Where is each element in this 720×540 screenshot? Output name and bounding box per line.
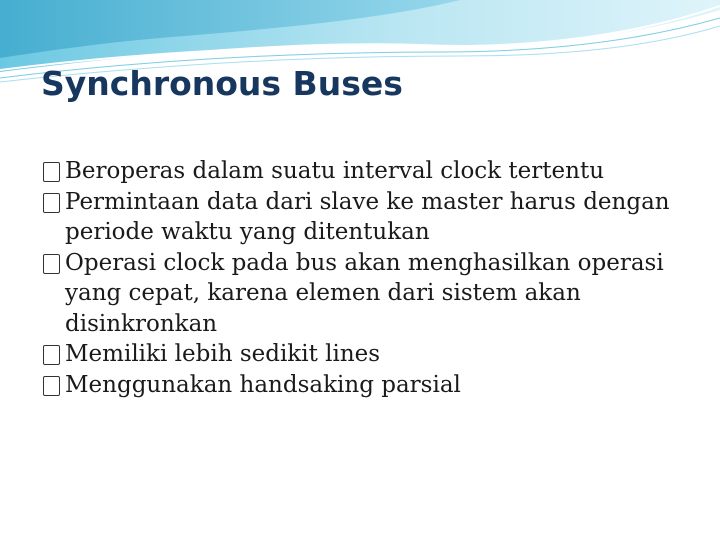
missing-glyph-bullet-icon	[43, 193, 60, 213]
bullet-text: Beroperas dalam suatu interval clock tertentu	[65, 158, 605, 184]
bullet-text: Permintaan data dari slave ke master harus dengan periode waktu yang ditentukan	[65, 188, 670, 245]
bullet-item	[43, 156, 693, 187]
missing-glyph-bullet-icon	[43, 162, 60, 182]
slide-title: Synchronous Buses	[41, 64, 403, 103]
bullet-item	[43, 248, 693, 340]
missing-glyph-bullet-icon	[43, 345, 60, 365]
bullet-list	[43, 156, 693, 400]
missing-glyph-bullet-icon	[43, 376, 60, 396]
bullet-text: Operasi clock pada bus akan menghasilkan operasi yang cepat, karena elemen dari sistem akan disinkronkan	[65, 249, 664, 337]
bullet-text: Menggunakan handsaking parsial	[65, 371, 461, 398]
bullet-item	[43, 339, 693, 370]
missing-glyph-bullet-icon	[43, 254, 60, 274]
bullet-text: Memiliki lebih sedikit lines	[65, 341, 381, 367]
bullet-item	[43, 370, 693, 401]
bullet-item	[43, 187, 693, 248]
